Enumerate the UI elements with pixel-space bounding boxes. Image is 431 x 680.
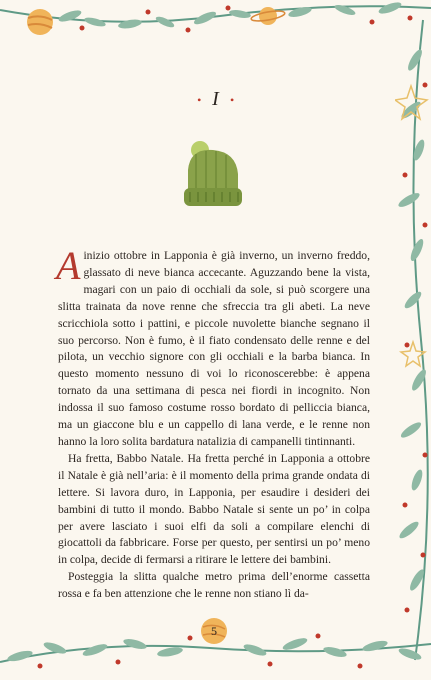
garland-top-illustration	[0, 0, 431, 50]
body-text	[56, 243, 370, 603]
chapter-heading	[0, 88, 431, 111]
paragraph: Posteggia la slitta qualche metro prima dell’enorme cassetta rossa e fa ben attenzione che le renne non stiano lì da-	[58, 570, 370, 601]
planet-left-icon	[27, 9, 53, 35]
star-icon	[395, 86, 427, 366]
page-number: 5	[211, 624, 217, 638]
drop-cap: A	[56, 243, 81, 288]
page-number-badge	[200, 617, 228, 645]
paragraph-text: inizio ottobre in Lapponia è già inverno, un inverno freddo, glassato di neve bianca accecante. Aguzzando bene la vista, magari con un paio di occhiali da sole, si può scorgere una slitta trainata da nove renne che sfreccia tra gli abeti. La neve scricchiola sotto i pattini, e piccole nuvolette bianche segnano il suo percorso. Non è fumo, è il fiato condensato delle renne e del pilota, un vecchio signore con gli occhiali e la barba bianca. In questo momento nessuno di voi lo riconoscerebbe: è appena tornato da una settimana di pesca nei fiordi in incognito. Non indossa il suo famoso costume rosso bordato di pelliccia bianca, ma un giaccone blu e un cappello di lana verde, e le renne non hanno la loro solita bardatura natalizia di campanelli tintinnanti.	[58, 249, 370, 448]
paragraph: Ha fretta, Babbo Natale. Ha fretta perché in Lapponia a ottobre il Natale è già nell’aria: è il momento della prima grande ondata di lettere. Si lavora duro, in Lapponia, per esaudire i desideri dei bambini di tutto il mondo. Babbo Natale si sente un po’ in colpa per avere lasciato i suoi elfi da soli a compilare elenchi di giocattoli da fabbricare. Forse per questo, per sentirsi un po’ meno in colpa, decide di fermarsi a ritirare le lettere dei bambini.	[58, 451, 370, 567]
wool-hat-icon	[178, 140, 248, 212]
paragraph	[56, 243, 370, 451]
chapter-numeral: I	[212, 88, 219, 110]
chapter-dot-left: •	[196, 92, 202, 107]
chapter-dot-right: •	[229, 92, 235, 107]
